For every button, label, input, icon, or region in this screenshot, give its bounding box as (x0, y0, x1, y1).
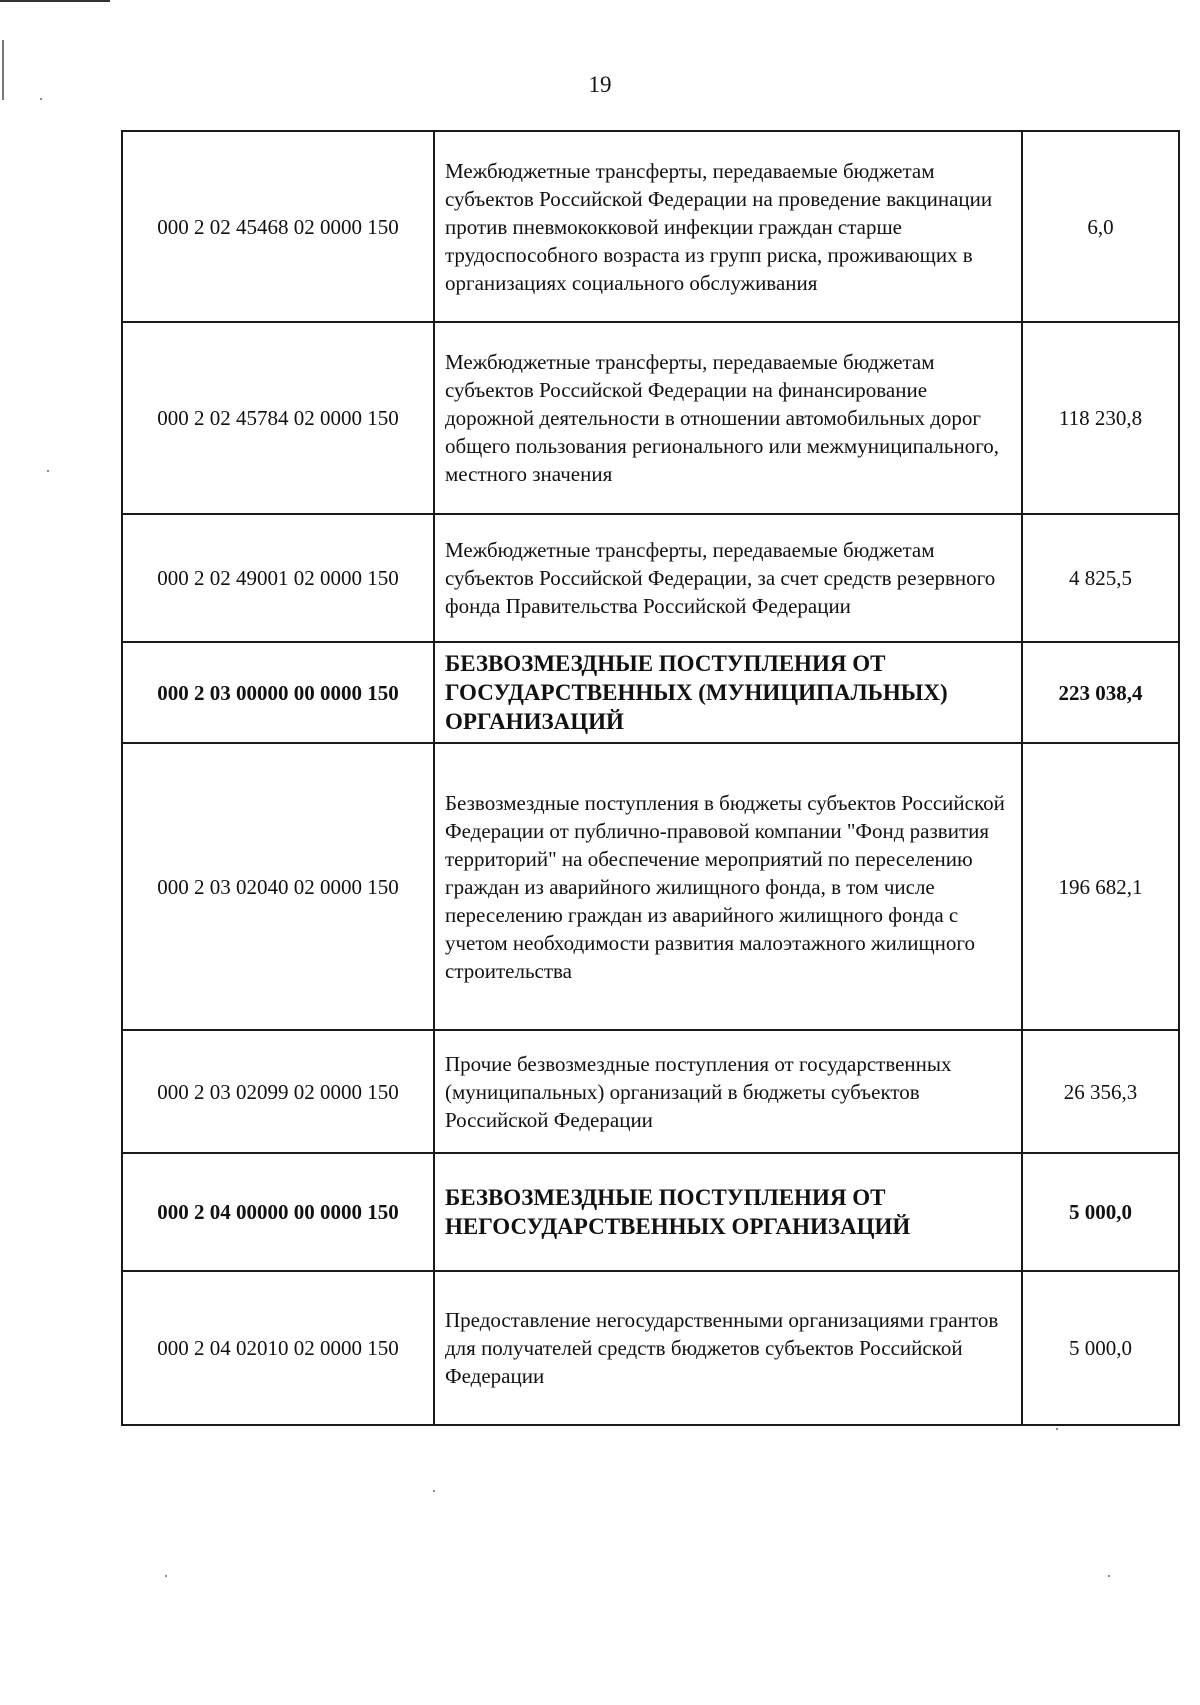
budget-code: 000 2 02 45468 02 0000 150 (122, 131, 434, 322)
scan-artifact-dot (40, 98, 42, 100)
table-row (122, 1271, 1179, 1425)
table-row (122, 514, 1179, 642)
revenue-description: Прочие безвозмездные поступления от государственных (муниципальных) организаций в бюджеты субъектов Российской Федерации (434, 1030, 1022, 1153)
table-row (122, 131, 1179, 322)
revenue-description: Межбюджетные трансферты, передаваемые бюджетам субъектов Российской Федерации, за счет средств резервного фонда Правительства Российской Федерации (434, 514, 1022, 642)
budget-code: 000 2 04 00000 00 0000 150 (122, 1153, 434, 1271)
budget-code: 000 2 04 02010 02 0000 150 (122, 1271, 434, 1425)
budget-revenue-table (121, 130, 1180, 1426)
amount-value: 118 230,8 (1022, 322, 1179, 514)
table-row-section-header (122, 1153, 1179, 1271)
revenue-description: Безвозмездные поступления в бюджеты субъектов Российской Федерации от публично-правовой компании "Фонд развития территорий" на обеспечение мероприятий по переселению граждан из аварийного жилищного фонда, в том числе переселению граждан из аварийного жилищного фонда с учетом необходимости развития малоэтажного жилищного строительства (434, 743, 1022, 1030)
scan-artifact-line (0, 0, 110, 2)
amount-value: 4 825,5 (1022, 514, 1179, 642)
budget-code: 000 2 03 00000 00 0000 150 (122, 642, 434, 743)
amount-value: 5 000,0 (1022, 1153, 1179, 1271)
page-number: 19 (588, 72, 612, 97)
revenue-description: Межбюджетные трансферты, передаваемые бюджетам субъектов Российской Федерации на проведение вакцинации против пневмококковой инфекции граждан старше трудоспособного возраста из групп риска, проживающих в организациях социального обслуживания (434, 131, 1022, 322)
revenue-description: Межбюджетные трансферты, передаваемые бюджетам субъектов Российской Федерации на финансирование дорожной деятельности в отношении автомобильных дорог общего пользования регионального или межмуниципального, местного значения (434, 322, 1022, 514)
amount-value: 5 000,0 (1022, 1271, 1179, 1425)
scan-artifact-dot (1056, 1428, 1058, 1430)
budget-code: 000 2 02 45784 02 0000 150 (122, 322, 434, 514)
budget-code: 000 2 02 49001 02 0000 150 (122, 514, 434, 642)
table-row-section-header (122, 642, 1179, 743)
revenue-description: БЕЗВОЗМЕЗДНЫЕ ПОСТУПЛЕНИЯ ОТ НЕГОСУДАРСТВЕННЫХ ОРГАНИЗАЦИЙ (434, 1153, 1022, 1271)
scan-artifact-dot (433, 1490, 435, 1492)
table-row (122, 743, 1179, 1030)
budget-code: 000 2 03 02040 02 0000 150 (122, 743, 434, 1030)
amount-value: 196 682,1 (1022, 743, 1179, 1030)
scan-artifact-dot (47, 470, 49, 472)
scan-artifact-dot (1108, 1575, 1110, 1577)
budget-code: 000 2 03 02099 02 0000 150 (122, 1030, 434, 1153)
table-row (122, 1030, 1179, 1153)
amount-value: 6,0 (1022, 131, 1179, 322)
revenue-description: БЕЗВОЗМЕЗДНЫЕ ПОСТУПЛЕНИЯ ОТ ГОСУДАРСТВЕННЫХ (МУНИЦИПАЛЬНЫХ) ОРГАНИЗАЦИЙ (434, 642, 1022, 743)
revenue-description: Предоставление негосударственными организациями грантов для получателей средств бюджетов субъектов Российской Федерации (434, 1271, 1022, 1425)
scan-artifact-dot (165, 1575, 167, 1577)
table-row (122, 322, 1179, 514)
amount-value: 26 356,3 (1022, 1030, 1179, 1153)
amount-value: 223 038,4 (1022, 642, 1179, 743)
